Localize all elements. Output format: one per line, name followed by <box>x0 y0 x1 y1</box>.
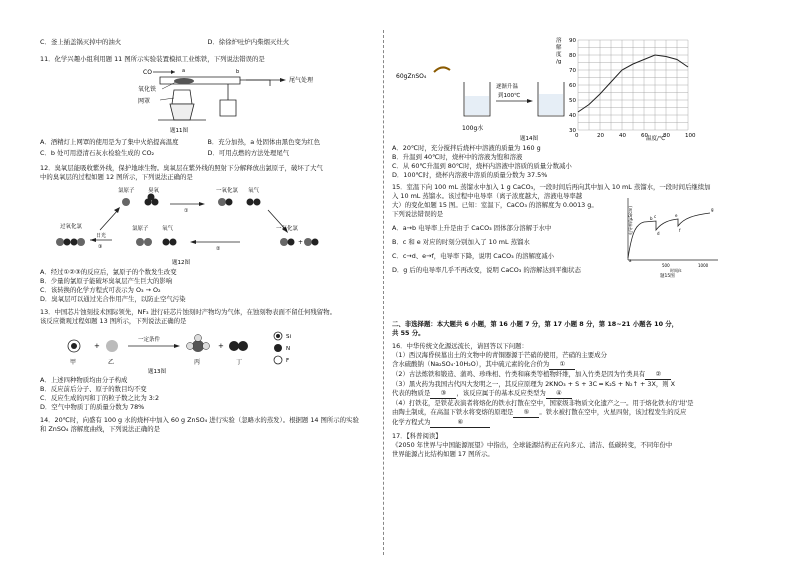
sol-xtick: 40 <box>619 133 626 139</box>
q13-label-bing: 丙 <box>194 359 201 366</box>
q14-option-d: D．100℃时，烧杯内溶液中溶质的质量分数为 37.5% <box>392 171 548 179</box>
q12-option-c: C．该转换的化学方程式可表示为 O₃ → O₂ <box>40 286 161 294</box>
q15-conductivity-chart <box>614 192 722 278</box>
q11-caption: 题11图 <box>170 128 188 134</box>
sol-ylabel-4: /g <box>556 59 562 65</box>
sol-ylabel-3: 度 <box>556 52 562 58</box>
sol-ytick: 90 <box>569 38 576 44</box>
q12-label-o2-top: 氧气 <box>248 188 260 194</box>
q15-stem-line2: 入 10 mL 蒸馏水。该过程中电导率（离子浓度越大，溶液电导率越 <box>392 192 583 200</box>
q13-label-ding: 丁 <box>236 359 243 366</box>
q10-option-d: D．徐徐炉吐炉内柴烟灭灶火 <box>207 38 290 46</box>
q16-1-line1: （1）西汉海昏侯墓出土的文物中的青铜器源于芒硝的使用，芒硝的主要成分 <box>392 351 607 359</box>
q16-1-line2: 含水硫酸钠（Na₂SO₄·10H₂O），其中硫元素的化合价为 ① <box>392 360 722 370</box>
q14-option-b: B．升温到 40℃时，烧杯中的溶液为饱和溶液 <box>392 153 523 161</box>
q16-3-line2: 代表的物质是 ③ ，该反应属于的基本反应类型为 ④ <box>392 389 722 399</box>
q11-label-b: b <box>236 69 240 75</box>
q13-legend-n: N <box>286 346 291 352</box>
q11-option-a: A．酒精灯上网罩的使用是为了集中火焰提高温度 <box>40 138 179 146</box>
q12-label-cloo: 过氧化氯 <box>60 224 83 230</box>
q12-label-clo-2: 一氧化氯 <box>276 226 299 232</box>
q12-caption: 题12图 <box>172 260 190 266</box>
q17-line2: 世界能源占比结构如题 17 图所示。 <box>392 450 494 458</box>
q13-figure <box>40 326 375 376</box>
sol-ytick: 30 <box>569 128 576 134</box>
q15-pt-b: b <box>650 216 653 221</box>
svg-text:+: + <box>298 239 304 246</box>
q14-arrow-label-2: 到100℃ <box>498 93 521 99</box>
q15-pt-e: e <box>675 213 678 218</box>
q10-options <box>40 38 375 47</box>
q12-label-clo: 一氧化氯 <box>216 188 239 194</box>
q14-label-znso4: 60gZnSO₄ <box>396 73 427 80</box>
q12-figure <box>40 182 375 268</box>
q15-x500: 500 <box>662 263 670 268</box>
q13-reaction-diagram <box>40 326 375 376</box>
q14-label-water: 100g水 <box>462 125 484 132</box>
svg-text:+: + <box>218 342 224 350</box>
q13-option-a: A．上述四种物质均由分子构成 <box>40 376 128 384</box>
sol-ytick: 70 <box>569 68 576 74</box>
q15-pt-d: d <box>657 231 660 236</box>
q12-step1: ① <box>184 208 189 214</box>
sol-ylabel-2: 解 <box>556 45 562 51</box>
q14-experiment-diagram <box>392 34 722 144</box>
q12-step3: ③ <box>98 244 103 250</box>
sol-xtick: 20 <box>597 133 604 139</box>
q13-legend-si: Si <box>286 334 292 340</box>
q16-head: 16．中华传统文化源远流长，请回答以下问题： <box>392 342 528 350</box>
q15-option-a: A．a→b 电导率上升是由于 CaCO₃ 固体部分溶解于水中 <box>392 224 552 232</box>
blank-2[interactable]: ② <box>645 370 671 380</box>
q11-label-a: a <box>182 68 186 74</box>
svg-text:+: + <box>94 342 100 350</box>
q11-options-row2 <box>40 149 375 158</box>
q15-pt-f: f <box>679 228 681 233</box>
q13-option-c: C．反应生成的丙和丁的粒子数之比为 3:2 <box>40 394 160 402</box>
q12-option-b: B．少量的氯原子能破坏臭氧层产生巨大的影响 <box>40 277 173 285</box>
sol-ytick: 40 <box>569 113 576 119</box>
q17-line1: 《2050 年世界与中国能源展望》中指出，全球能源结构正在向多元、清洁、低碳转变，不同年份中 <box>392 441 673 449</box>
sol-xtick: 80 <box>663 133 670 139</box>
q15-stem-line1: 15．室温下向 100 mL 蒸馏水中加入 1 g CaCO₃，一段时间后再向其中加入 10 mL 蒸馏水，一段时间后继续加 <box>392 183 711 191</box>
q13-option-d: D．空气中物质丁的质量分数为 78% <box>40 403 145 411</box>
q14-option-a: A．20℃时，充分搅拌后烧杯中溶液的质量为 160 g <box>392 144 541 152</box>
q13-legend-f: F <box>286 358 290 364</box>
q15-option-c: C．c→d、e→f，电导率下降，说明 CaCO₃ 的溶解度减小 <box>392 252 555 260</box>
sol-ytick: 50 <box>569 98 576 104</box>
blank-3[interactable]: ③ <box>430 389 456 399</box>
q16-3-line1: （3）黑火药为我国古代四大发明之一，其反应原理为 2KNO₃ + S + 3C ═ K₂S + N₂↑ + 3X，则 X <box>392 380 676 388</box>
q15-block <box>392 192 722 320</box>
q12-cycle-diagram <box>40 182 375 268</box>
q11-stem: 11．化学兴趣小组利用题 11 图所示实验装置模拟工业炼铁，下列说法错误的是 <box>40 55 265 63</box>
sol-xtick: 60 <box>641 133 648 139</box>
q13-label-jia: 甲 <box>70 359 77 366</box>
sol-ytick: 80 <box>569 53 576 59</box>
blank-4[interactable]: ④ <box>546 389 572 399</box>
sol-xlabel: 温度/℃ <box>646 136 666 142</box>
q11-label-tail: 尾气处理 <box>289 77 314 84</box>
q13-label-yi: 乙 <box>108 359 115 366</box>
q15-stem-line3: 大）的变化如题 15 图。已知：室温下，CaCO₃ 的溶解度为 0.0013 g。 <box>392 201 598 209</box>
q15-ylabel: 电导率/(μS/cm) <box>628 206 633 235</box>
q12-label-sun: 日光 <box>96 233 107 239</box>
q11-options-row1 <box>40 138 375 147</box>
q12-label-cl-2: 氯原子 <box>132 226 149 232</box>
q14-solubility-chart <box>556 36 696 142</box>
q17-head: 17．【科普阅读】 <box>392 432 442 440</box>
q15-stem-line4: 下列说法错误的是 <box>392 210 444 218</box>
q13-stem-line1: 13．中国芯片蚀刻技术国际领先，NF₃ 进行硅芯片蚀刻时产物均为气体，在蚀刻物表面不留任何残留物。 <box>40 308 336 316</box>
q11-label-oxide: 氧化铁 <box>138 86 157 93</box>
q13-stem-line2: 该反应微观过程如题 13 图所示，下列说法正确的是 <box>40 317 187 325</box>
sol-xtick: 0 <box>575 133 579 139</box>
q15-option-d: D．g 后的电导率几乎不再改变，说明 CaCO₃ 的溶解达到平衡状态 <box>392 266 581 274</box>
q15-pt-g: g <box>711 207 714 212</box>
q12-step2: ② <box>216 246 221 252</box>
q15-x1000: 1000 <box>698 263 709 268</box>
q11-label-co: CO <box>143 69 152 76</box>
q14-caption: 题14图 <box>520 136 538 142</box>
q12-stem-line1: 12．臭氧层能吸收紫外线，保护地球生物。臭氧层在紫外线的照射下分解释放出氯原子，破坏了大气 <box>40 164 323 172</box>
sol-ylabel-1: 溶 <box>556 38 562 44</box>
q14-arrow-label-1: 逐渐升温 <box>496 84 519 90</box>
q12-stem-line2: 中的臭氧层的过程如题 12 图所示，下列说法正确的是 <box>40 173 193 181</box>
q12-label-cl: 氯原子 <box>118 188 135 194</box>
right-column <box>392 34 722 459</box>
q12-option-d: D．臭氧层可以通过光合作用产生，以防止空气污染 <box>40 295 186 303</box>
q13-caption: 题13图 <box>148 369 166 375</box>
q12-label-o3: 臭氧 <box>148 188 160 194</box>
q14-figure <box>392 34 722 144</box>
q11-option-b: B．充分加热，a 处固体由黑色变为红色 <box>207 138 321 146</box>
q16-4-line2: 由陶土制成，在高温下铁水将变熔的原理是 ⑤ 。铁水被打散在空中，火星四射，该过程发生的反应 <box>392 408 687 416</box>
q11-option-d: D．可用点燃的方法处理尾气 <box>207 149 290 157</box>
sol-xtick: 100 <box>685 133 696 139</box>
section-2-heading-cont: 共 55 分。 <box>392 329 425 337</box>
q15-pt-a: a <box>629 258 632 263</box>
q11-apparatus-diagram <box>40 64 375 138</box>
q13-label-cond: 一定条件 <box>138 337 161 343</box>
q16-2-line: （2）古法炼铁和锻造、蒲鸡、珍珠相、竹类和麻类等植物纤维，加入竹类是因为竹类具有 ② <box>392 370 722 380</box>
q13-option-b: B．反应前后分子、原子的数目均不变 <box>40 385 147 393</box>
left-column <box>40 34 375 434</box>
q15-text <box>392 192 614 275</box>
q15-option-b: B．c 和 e 对应的时刻分别加入了 10 mL 蒸馏水 <box>392 238 530 246</box>
sol-ytick: 60 <box>569 83 576 89</box>
column-divider <box>383 30 384 555</box>
q11-option-c: C．b 处可用澄清石灰水检验生成的 CO₂ <box>40 149 155 157</box>
q14-stem-line1: 14．20℃时，向盛有 100 g 水的烧杯中加入 60 g ZnSO₄ 进行实验（忽略水的蒸发）。根据题 14 图所示的实验 <box>40 416 359 424</box>
q11-figure <box>40 64 375 138</box>
section-2-heading: 二、非选择题：本大题共 6 小题，第 16 小题 7 分，第 17 小题 8 分，第 18~21 小题各 10 分， <box>392 320 679 328</box>
blank-6[interactable]: ⑥ <box>430 418 490 428</box>
q15-pt-c: c <box>654 214 657 219</box>
q14-option-c: C．从 60℃升温到 80℃时，烧杯内溶液中溶质的质量分数减小 <box>392 162 572 170</box>
q16-4-line1: （4）打铁花，是铁花表演者将熔化的铁水打散在空中，国家级非物质文化遗产之一。用于熔化铁水的'坩'是 <box>392 399 694 407</box>
blank-1[interactable]: ① <box>549 360 575 370</box>
q11-label-wick: 网罩 <box>138 98 151 105</box>
q15-caption: 题15图 <box>660 274 675 278</box>
q10-option-c: C．釜上插盖锅灭掉中的油火 <box>40 38 122 46</box>
q16-4-line3: 化学方程式为 ⑥ <box>392 418 722 428</box>
q12-option-a: A．经过①②③的反应后，氯原子的个数发生改变 <box>40 268 177 276</box>
q15-xlabel: 时间/s <box>670 268 682 273</box>
q12-label-o2-mid: 氧气 <box>162 226 174 232</box>
blank-5[interactable]: ⑤ <box>513 408 539 418</box>
q14-stem-line2: 和 ZnSO₄ 溶解度曲线，下列说法正确的是 <box>40 425 160 433</box>
